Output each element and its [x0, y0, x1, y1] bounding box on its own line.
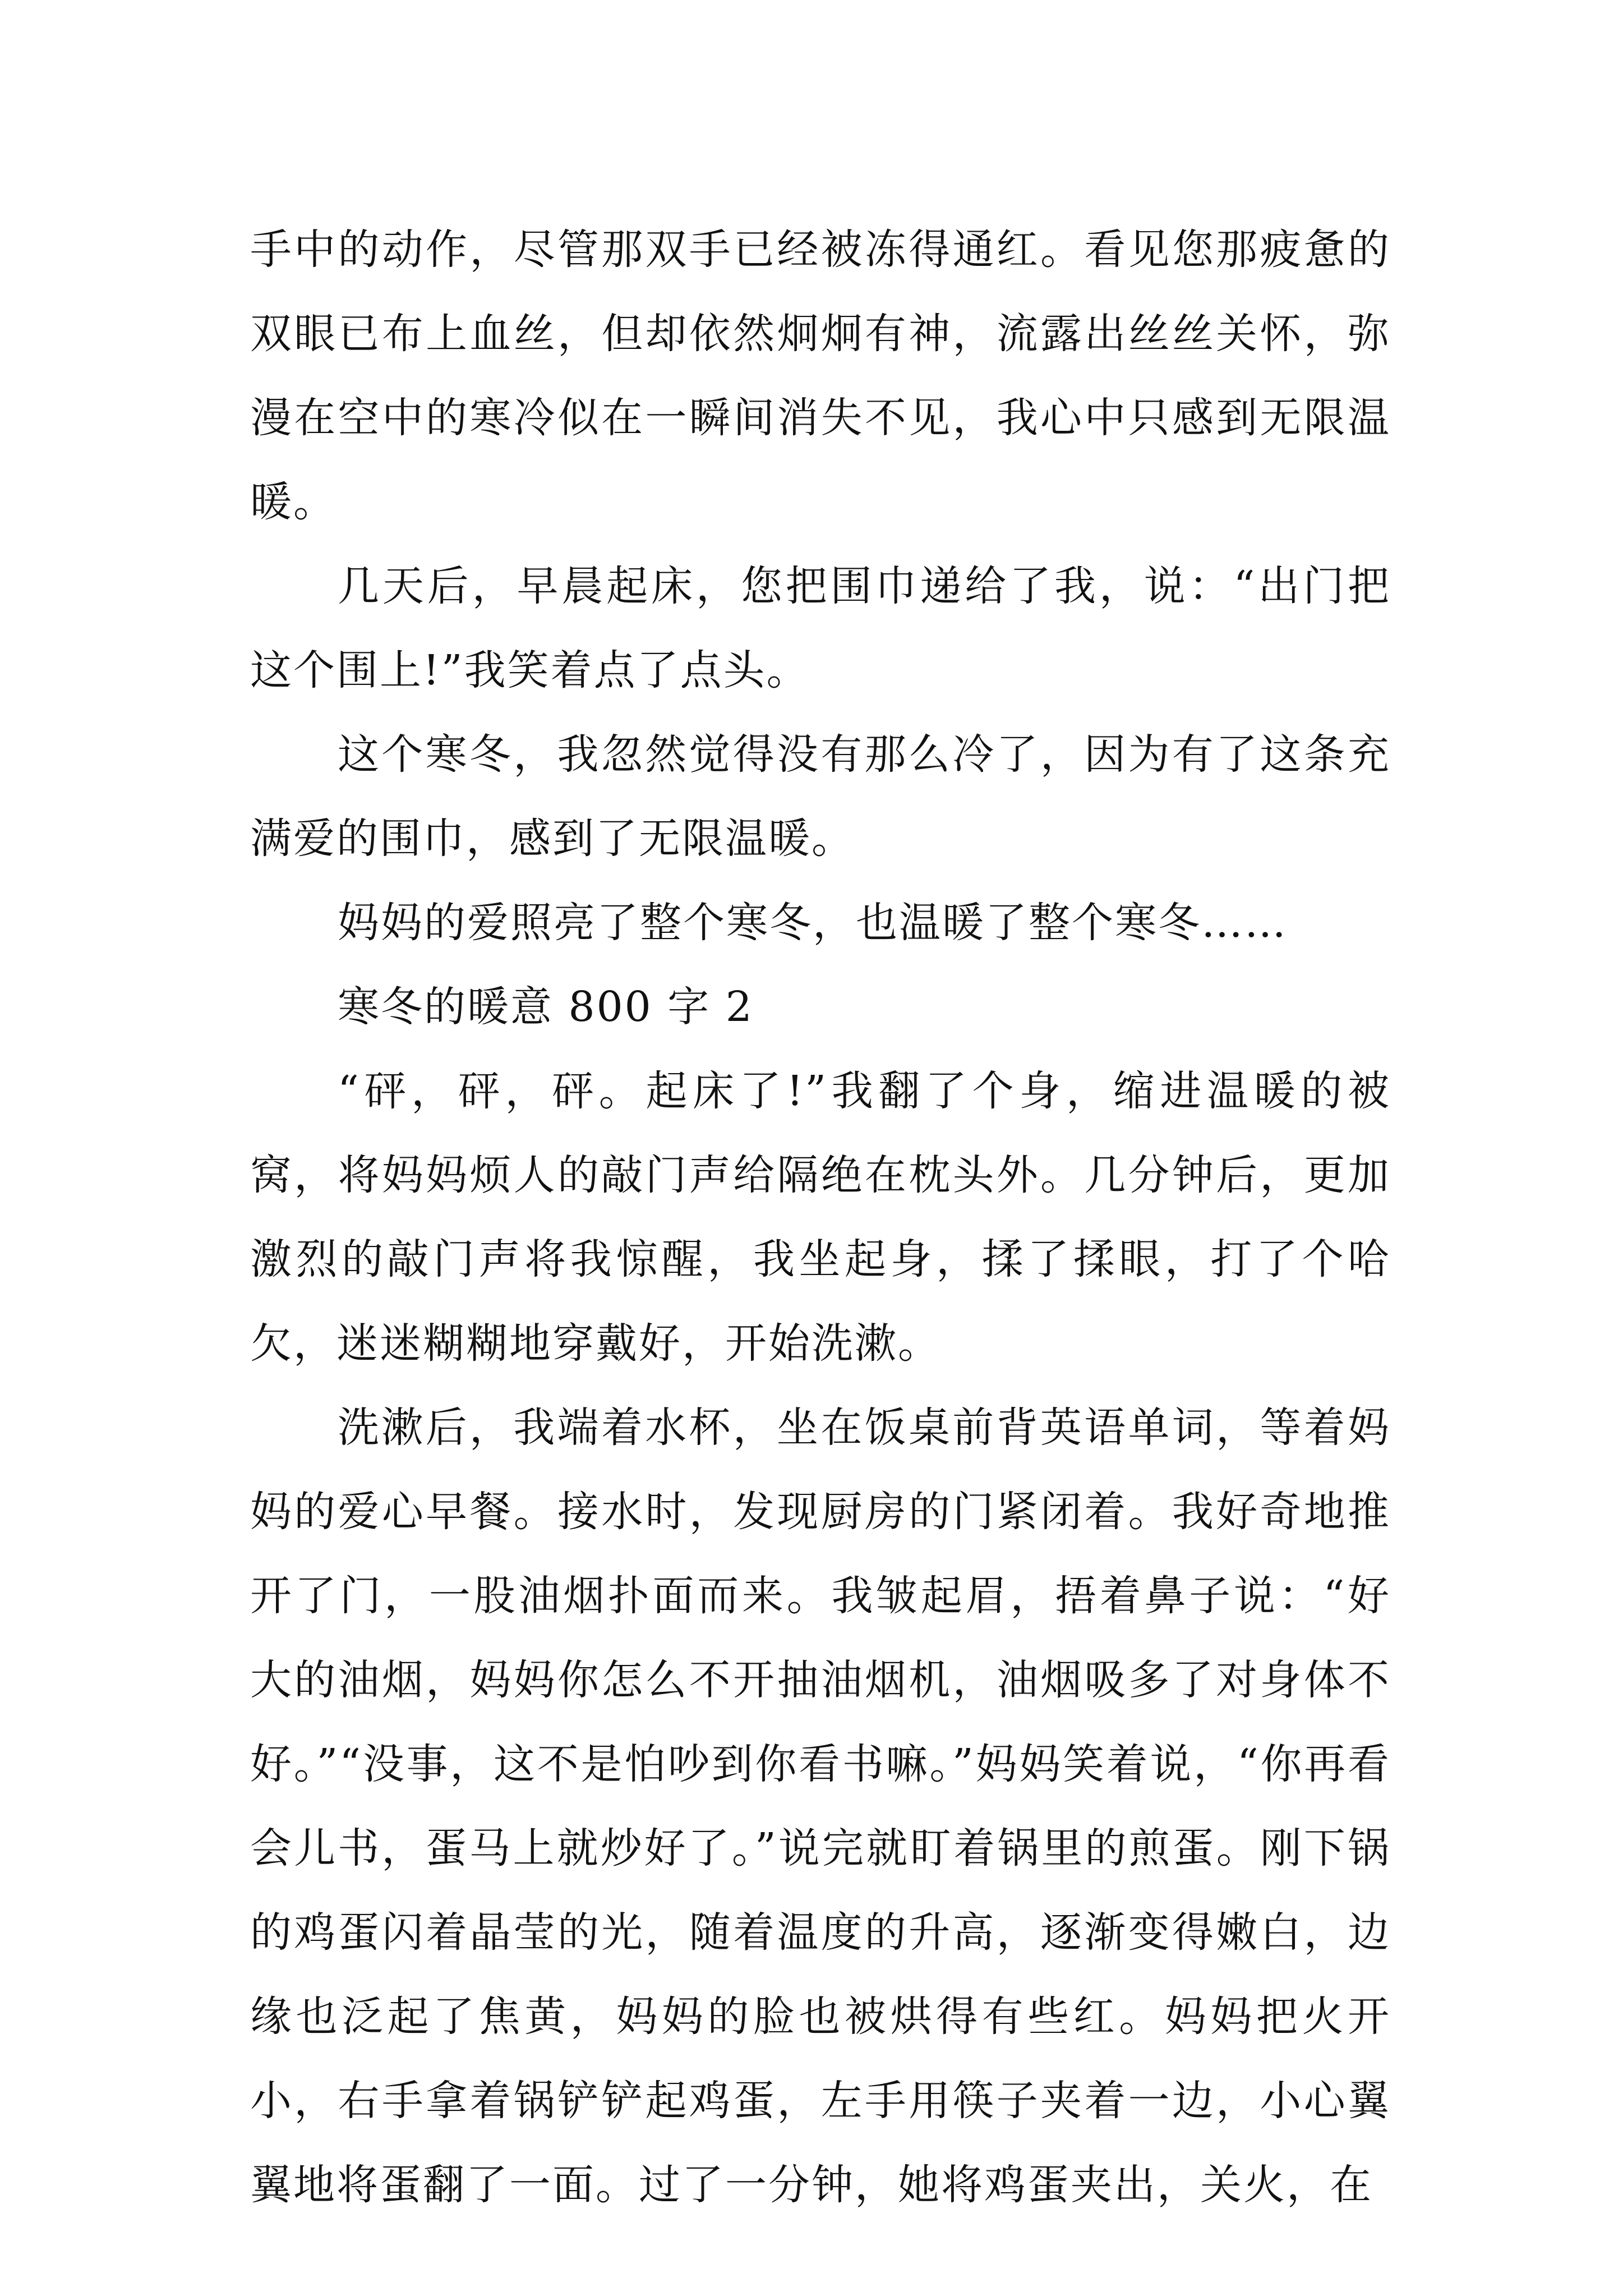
- paragraph-4: 妈妈的爱照亮了整个寒冬，也温暖了整个寒冬……: [338, 899, 1288, 947]
- paragraph-3: 这个寒冬，我忽然觉得没有那么冷了，因为有了这条充满爱的围巾，感到了无限温暖。: [250, 730, 1391, 863]
- document-body: [250, 208, 1391, 2227]
- paragraph-2: 几天后，早晨起床，您把围巾递给了我，说：“出门把这个围上!”我笑着点了点头。: [250, 562, 1391, 694]
- paragraph-6: 洗漱后，我端着水杯，坐在饭桌前背英语单词，等着妈妈的爱心早餐。接水时，发现厨房的门紧闭着。我好奇地推开了门，一股油烟扑面而来。我皱起眉，捂着鼻子说：“好大的油烟，妈妈你怎么不开抽油烟机，油烟吸多了对身体不好。”“没事，这不是怕吵到你看书嘛。”妈妈笑着说，“你再看会儿书，蛋马上就炒好了。”说完就盯着锅里的煎蛋。刚下锅的鸡蛋闪着晶莹的光，随着温度的升高，逐渐变得嫩白，边缘也泛起了焦黄，妈妈的脸也被烘得有些红。妈妈把火开小，右手拿着锅铲铲起鸡蛋，左手用筷子夹着一边，小心翼翼地将蛋翻了一面。过了一分钟，她将鸡蛋夹出，关火，在: [250, 1404, 1391, 2209]
- section-heading: 寒冬的暖意 800 字 2: [338, 983, 754, 1031]
- paragraph-1: 手中的动作，尽管那双手已经被冻得通红。看见您那疲惫的双眼已布上血丝，但却依然炯炯有神，流露出丝丝关怀，弥漫在空中的寒冷似在一瞬间消失不见，我心中只感到无限温暖。: [250, 226, 1391, 526]
- paragraph-5: “砰，砰，砰。起床了!”我翻了个身，缩进温暖的被窝，将妈妈烦人的敲门声给隔绝在枕头外。几分钟后，更加激烈的敲门声将我惊醒，我坐起身，揉了揉眼，打了个哈欠，迷迷糊糊地穿戴好，开始洗漱。: [250, 1067, 1391, 1368]
